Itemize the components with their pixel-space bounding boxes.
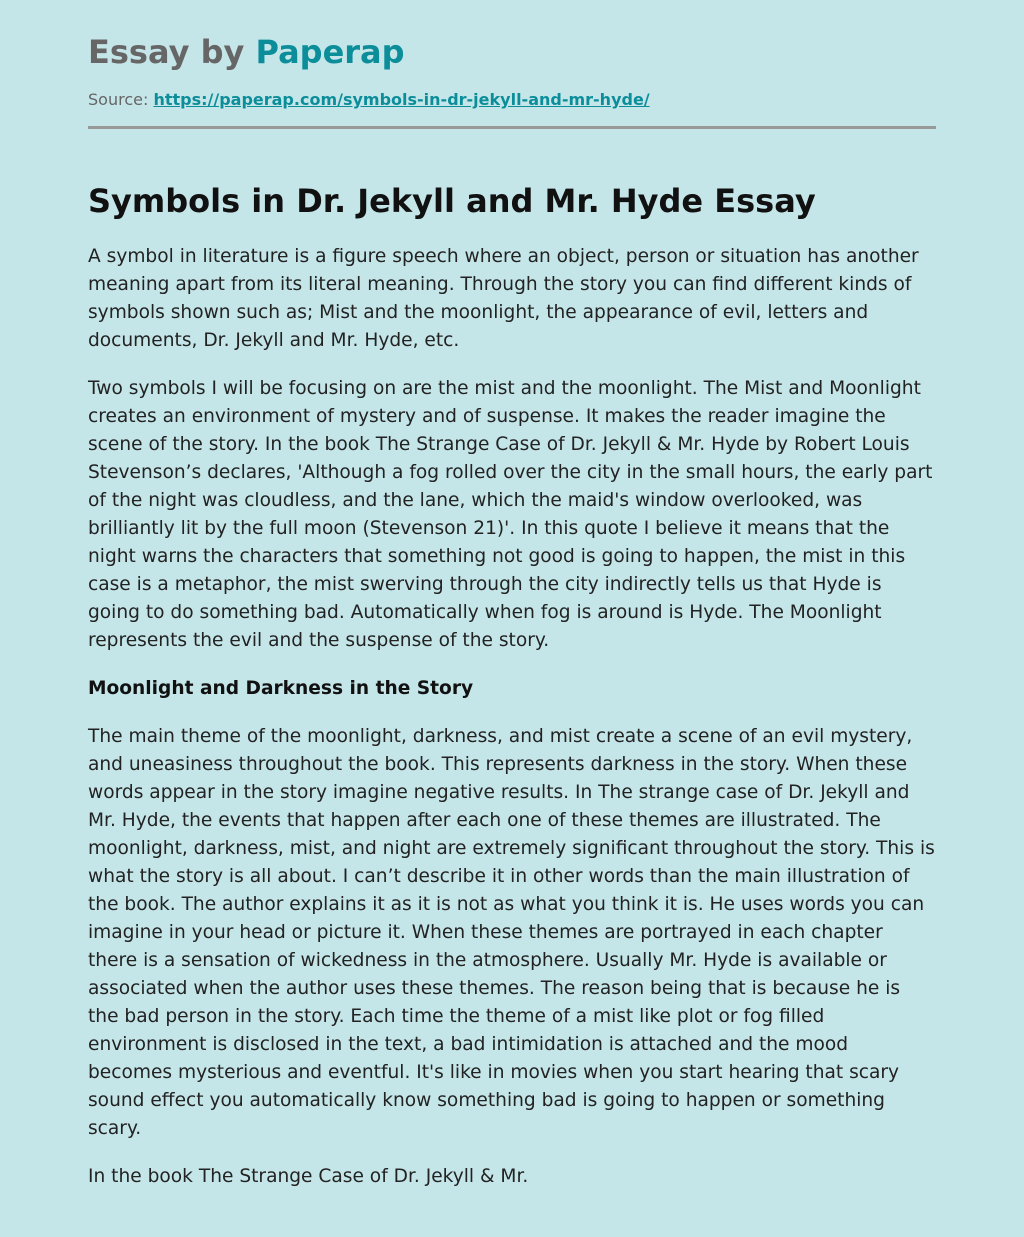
paragraph-mist-moonlight: Two symbols I will be focusing on are the mist and the moonlight. The Mist and Moonlight creates an environment of mystery and of suspense. It makes the reader imagine the scene of the story. In the book The Strange Case of Dr. Jekyll & Mr. Hyde by Robert Louis Stevenson’s declares, 'Although a fog rolled over the city in the small hours, the early part of the night was cloudless, and the lane, which the maid's window overlooked, was brilliantly lit by the full moon (Stevenson 21)'. In this quote I believe it means that the night warns the characters that something not good is going to happen, the mist in this case is a metaphor, the mist swerving through the city indirectly tells us that Hyde is going to do something bad. Automatically when fog is around is Hyde. The Moonlight represents the evil and the suspense of the story. [88,378,933,651]
source-link[interactable]: https://paperap.com/symbols-in-dr-jekyll-and-mr-hyde/ [153,90,650,109]
source-line [88,90,936,110]
paragraph-darkness: The main theme of the moonlight, darkness, and mist create a scene of an evil mystery, and uneasiness throughout the book. This represents darkness in the story. When these words appear in the story imagine negative results. In The strange case of Dr. Jekyll and Mr. Hyde, the events that happen after each one of these themes are illustrated. The moonlight, darkness, mist, and night are extremely significant throughout the story. This is what the story is all about. I can’t describe it in other words than the main illustration of the book. The author explains it as it is not as what you think it is. He uses words you can imagine in your head or picture it. When these themes are portrayed in each chapter there is a sensation of wickedness in the atmosphere. Usually Mr. Hyde is available or associated when the author uses these themes. The reason being that is because he is the bad person in the story. Each time the theme of a mist like plot or fog filled environment is disclosed in the text, a bad intimidation is attached and the mood becomes mysterious and eventful. It's like in movies when you start hearing that scary sound effect you automatically know something bad is going to happen or something scary. [88,726,935,1139]
essay-page [88,0,936,1191]
source-label: Source: [88,90,149,109]
header-divider [88,126,936,129]
section-subheading: Moonlight and Darkness in the Story [88,678,474,699]
article-title: Symbols in Dr. Jekyll and Mr. Hyde Essay [88,182,816,220]
site-brand[interactable] [88,32,936,72]
paragraph-truncated: In the book The Strange Case of Dr. Jekyll & Mr. [88,1166,529,1187]
brand-name: Paperap [255,33,405,71]
brand-prefix: Essay by [88,33,256,71]
paragraph-intro: A symbol in literature is a figure speech where an object, person or situation has another meaning apart from its literal meaning. Through the story you can find different kinds of symbols shown such as; Mist and the moonlight, the appearance of evil, letters and documents, Dr. Jekyll and Mr. Hyde, etc. [88,246,919,351]
